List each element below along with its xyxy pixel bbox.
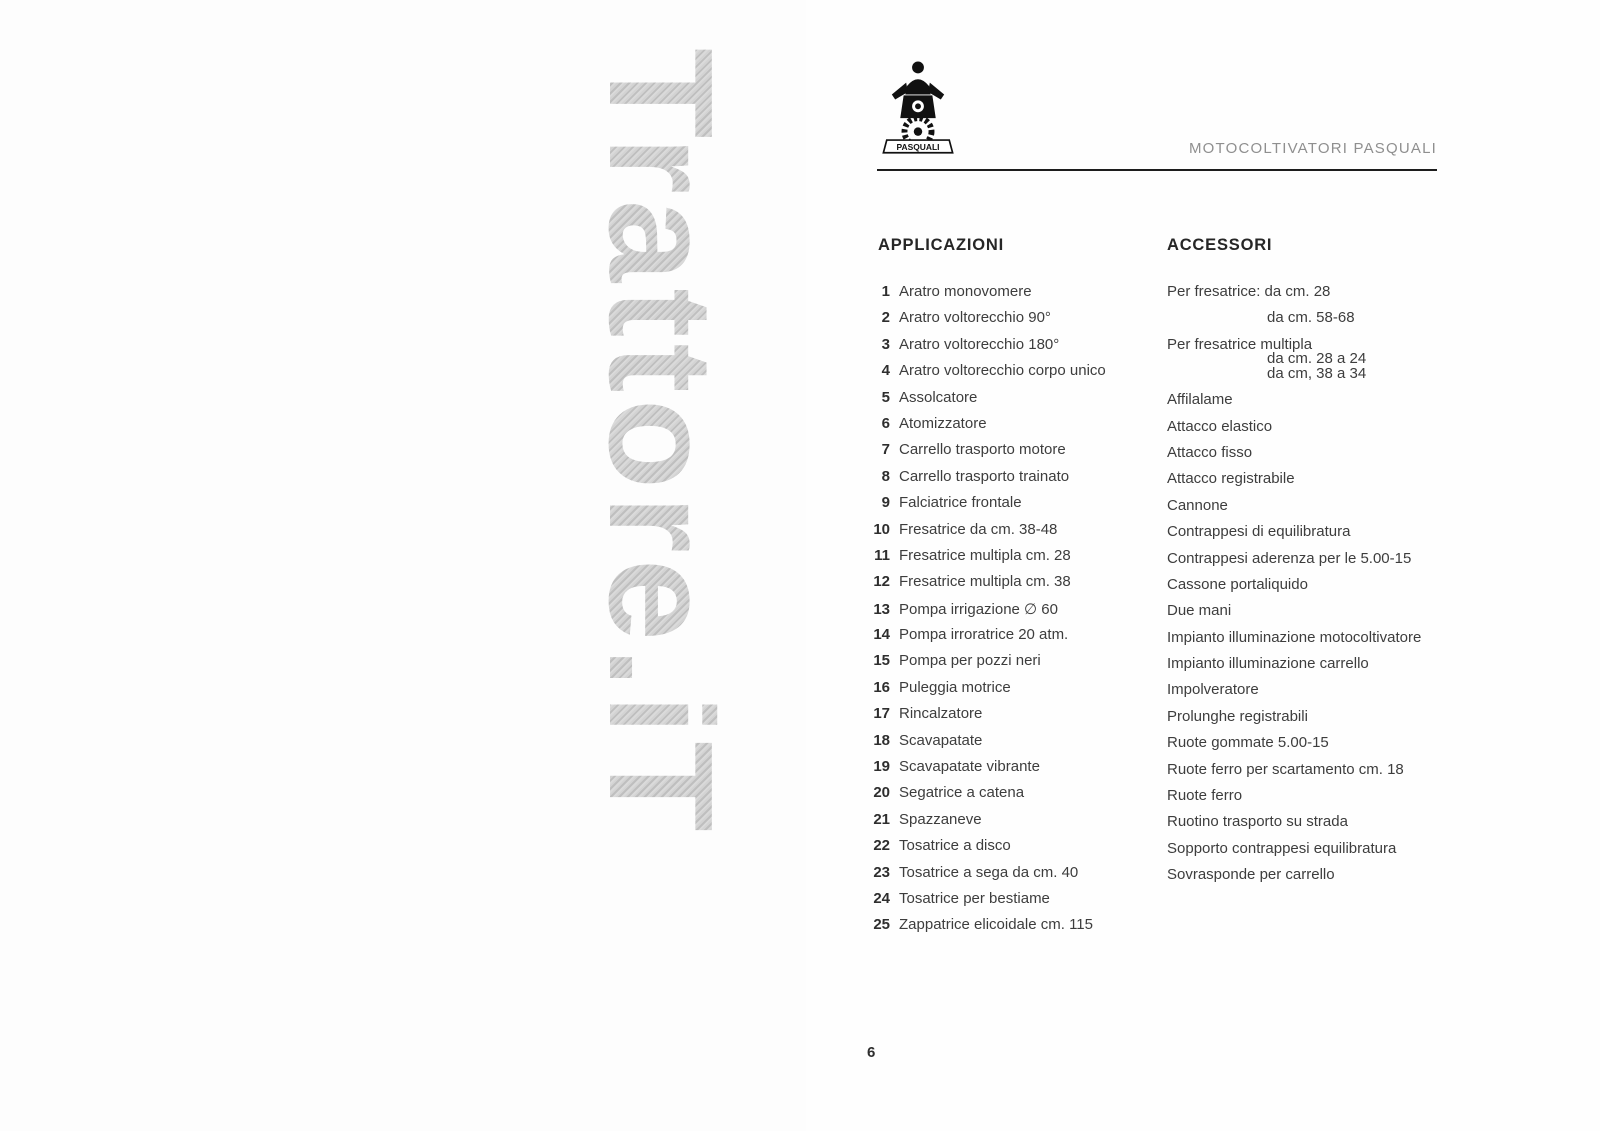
application-label: Puleggia motrice	[899, 678, 1011, 696]
application-number: 11	[874, 546, 890, 564]
application-label: Tosatrice a sega da cm. 40	[899, 863, 1079, 881]
header-brand: MOTOCOLTIVATORI PASQUALI	[1188, 140, 1437, 157]
application-label: Atomizzatore	[899, 414, 987, 432]
application-number: 7	[881, 441, 890, 459]
application-item	[868, 283, 1106, 309]
application-item	[868, 441, 1106, 467]
accessory-item: Impolveratore	[1167, 681, 1259, 699]
accessory-item: Attacco registrabile	[1167, 470, 1295, 488]
application-item	[868, 679, 1106, 705]
accessory-item: Cassone portaliquido	[1167, 575, 1308, 593]
logo-wheel-hub-icon	[914, 127, 922, 135]
logo-headlight-hub-icon	[915, 103, 921, 109]
logo-driver-body-icon	[905, 79, 930, 94]
accessories-list	[1167, 283, 1421, 893]
application-number: 8	[881, 467, 890, 485]
application-label: Spazzaneve	[899, 810, 982, 828]
application-label: Scavapatate vibrante	[899, 758, 1040, 776]
application-item	[868, 547, 1106, 573]
application-label: Scavapatate	[899, 731, 983, 749]
application-number: 9	[881, 494, 890, 512]
application-number: 19	[873, 758, 890, 776]
application-label: Carrello trasporto motore	[899, 441, 1066, 459]
application-item	[868, 705, 1106, 731]
applications-list	[868, 283, 1106, 943]
application-item	[868, 336, 1106, 362]
application-item	[868, 521, 1106, 547]
accessory-item: Affilalame	[1167, 391, 1233, 409]
application-label: Fresatrice multipla cm. 28	[899, 546, 1071, 564]
pasquali-logo	[880, 56, 956, 160]
application-label: Aratro voltorecchio corpo unico	[899, 362, 1106, 380]
application-label: Carrello trasporto trainato	[899, 467, 1070, 485]
accessories-heading: ACCESSORI	[1167, 236, 1273, 254]
application-label: Pompa irroratrice 20 atm.	[899, 626, 1069, 644]
application-label: Pompa per pozzi neri	[899, 652, 1041, 670]
application-number: 4	[881, 362, 890, 380]
accessory-item: da cm. 58-68	[1267, 309, 1355, 327]
accessory-item: Ruote ferro per scartamento cm. 18	[1167, 760, 1404, 778]
accessory-item: Contrappesi di equilibratura	[1167, 523, 1351, 541]
application-item	[868, 626, 1106, 652]
application-number: 23	[873, 863, 890, 881]
page-number: 6	[867, 1044, 876, 1061]
application-number: 12	[873, 573, 890, 591]
application-label: Segatrice a catena	[899, 784, 1025, 802]
application-number: 14	[873, 626, 890, 644]
applications-heading: APPLICAZIONI	[878, 236, 1005, 254]
application-item	[868, 573, 1106, 599]
accessory-item: Prolunghe registrabili	[1167, 707, 1308, 725]
accessory-item: da cm. 28 a 24	[1267, 350, 1367, 368]
accessory-item: Ruote ferro	[1167, 787, 1243, 805]
accessory-item: Impianto illuminazione carrello	[1167, 655, 1369, 673]
accessory-item: Due mani	[1167, 602, 1232, 620]
application-label: Assolcatore	[899, 388, 978, 406]
application-label: Tosatrice per bestiame	[899, 889, 1050, 907]
application-item	[868, 494, 1106, 520]
application-label: Tosatrice a disco	[899, 837, 1011, 855]
application-number: 20	[873, 784, 890, 802]
application-item	[868, 758, 1106, 784]
accessory-item: Per fresatrice: da cm. 28	[1167, 283, 1331, 300]
accessory-item: Impianto illuminazione motocoltivatore	[1167, 628, 1422, 646]
application-item	[868, 600, 1106, 626]
application-item	[868, 916, 1106, 942]
application-label: Aratro voltorecchio 180°	[899, 335, 1060, 353]
application-item	[868, 890, 1106, 916]
application-label: Falciatrice frontale	[899, 494, 1022, 512]
logo-banner-text: PASQUALI	[896, 141, 940, 152]
accessory-item: Ruote gommate 5.00-15	[1167, 734, 1329, 752]
application-number: 21	[873, 810, 890, 828]
application-number: 2	[881, 309, 890, 327]
application-number: 1	[881, 283, 890, 300]
application-number: 25	[873, 916, 890, 934]
application-item	[868, 784, 1106, 810]
application-number: 18	[873, 731, 890, 749]
application-number: 15	[873, 652, 890, 670]
application-number: 10	[873, 520, 890, 538]
application-label: Pompa irrigazione ∅ 60	[899, 600, 1058, 618]
application-number: 3	[881, 335, 890, 353]
application-label: Fresatrice da cm. 38-48	[899, 520, 1058, 538]
application-number: 24	[873, 889, 890, 907]
accessory-item: Sopporto contrappesi equilibratura	[1167, 839, 1397, 857]
application-item	[868, 362, 1106, 388]
application-label: Fresatrice multipla cm. 38	[899, 573, 1071, 591]
accessory-item: da cm, 38 a 34	[1267, 364, 1367, 382]
application-label: Aratro monovomere	[899, 283, 1032, 300]
accessory-item: Per fresatrice multipla	[1167, 335, 1313, 353]
application-item	[868, 309, 1106, 335]
application-number: 16	[873, 678, 890, 696]
accessory-item: Cannone	[1167, 496, 1228, 514]
accessory-item: Ruotino trasporto su strada	[1167, 813, 1348, 831]
application-number: 17	[873, 705, 890, 723]
application-item	[868, 837, 1106, 863]
accessory-item: Sovrasponde per carrello	[1167, 866, 1335, 884]
accessory-item: Attacco elastico	[1167, 417, 1273, 435]
application-item	[868, 415, 1106, 441]
application-item	[868, 811, 1106, 837]
accessory-item: Attacco fisso	[1167, 443, 1253, 461]
application-number: 6	[881, 414, 890, 432]
header-rule	[877, 169, 1437, 171]
application-item	[868, 468, 1106, 494]
application-item	[868, 864, 1106, 890]
logo-driver-head-icon	[912, 62, 924, 74]
application-number: 5	[881, 388, 890, 406]
application-label: Zappatrice elicoidale cm. 115	[899, 916, 1093, 934]
application-label: Aratro voltorecchio 90°	[899, 309, 1051, 327]
accessory-item: Contrappesi aderenza per le 5.00-15	[1167, 549, 1412, 567]
application-number: 22	[873, 837, 890, 855]
watermark-text: Trattore.iT	[575, 48, 745, 1088]
application-label: Rincalzatore	[899, 705, 983, 723]
application-number: 13	[873, 600, 890, 618]
application-item	[868, 389, 1106, 415]
application-item	[868, 732, 1106, 758]
application-item	[868, 652, 1106, 678]
